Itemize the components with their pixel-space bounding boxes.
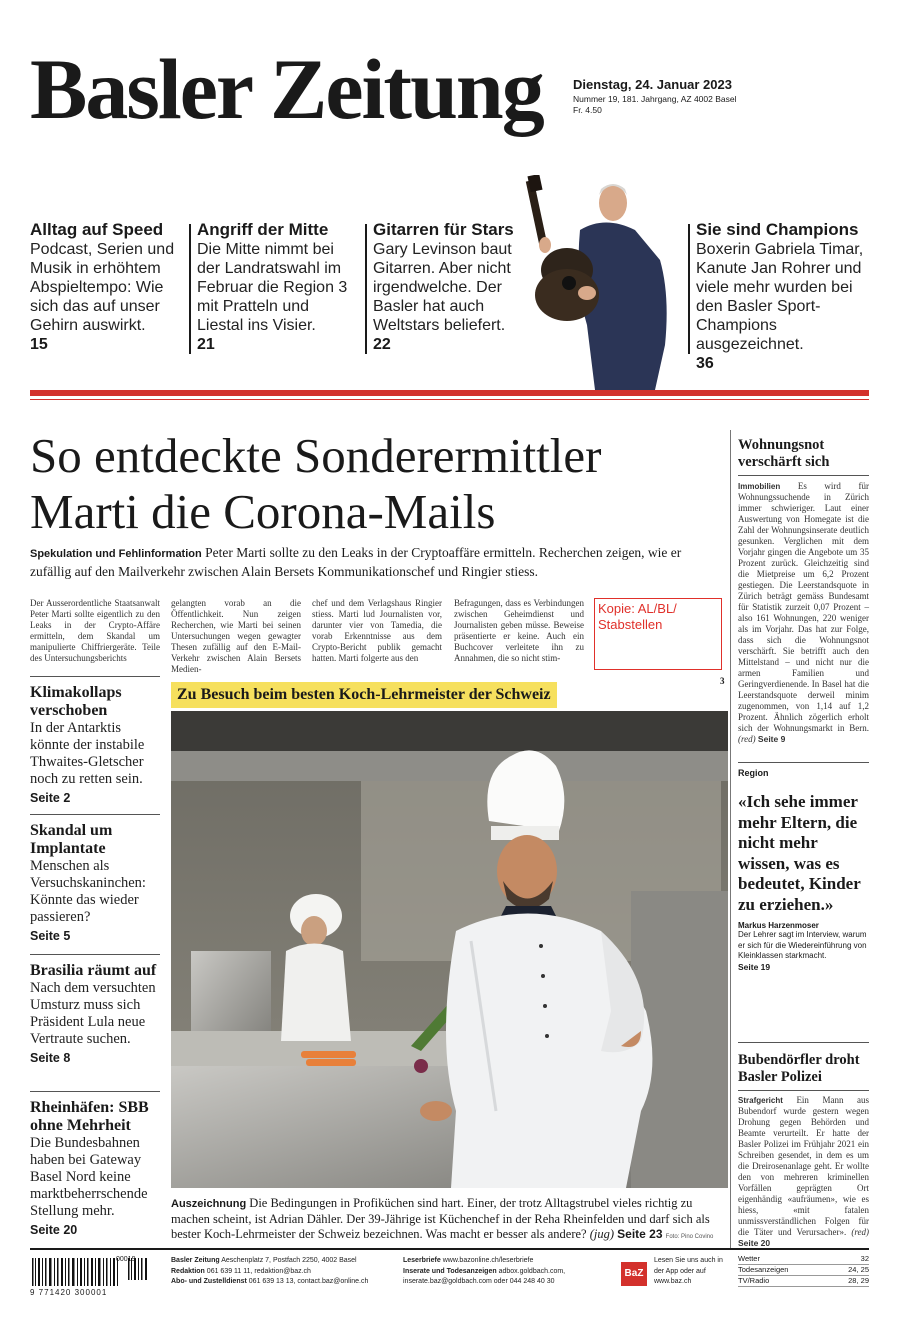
brief-text: In der Antarktis könnte der instabile Thwaites-Gletscher noch zu retten sein. [30,720,145,787]
index-page: 32 [860,1254,869,1263]
police-story[interactable] [738,1052,869,1249]
copy-stamp: Kopie: AL/BL/ Stabstellen [594,598,722,670]
housing-page: Seite 9 [757,734,786,744]
page-index [738,1254,869,1287]
teaser-text: Boxerin Gabriela Timar, Kanute Jan Rohrer und viele mehr wurden bei den Basler Sport-Champions ausgezeichnet. [696,241,864,353]
footer-rule [30,1248,869,1250]
redaktion-label: Redaktion [171,1267,205,1275]
brief-text: Die Bundesbahnen haben bei Gateway Basel Nord keine marktbeherrschende Stellung mehr. [30,1135,148,1219]
index-row[interactable] [738,1276,869,1287]
index-row[interactable] [738,1254,869,1265]
brief-page: Seite 20 [30,1223,78,1237]
teaser-gitarren[interactable] [373,220,523,355]
section-divider-thin [30,399,869,400]
photo-credit: Foto: Pino Covino [665,1234,714,1240]
index-label: Wetter [738,1254,760,1263]
housing-author: (red) [738,734,756,744]
abo-label: Abo- und Zustelldienst [171,1278,247,1285]
teaser-title: Sie sind Champions [696,220,859,239]
lead-deck [30,544,720,580]
address-label: Basler Zeitung [171,1257,220,1264]
photo-caption [171,1196,728,1245]
inserate[interactable]: adbox.goldbach.com, inserate.baz@goldbach.com oder 044 248 40 30 [403,1267,566,1285]
teaser-title: Alltag auf Speed [30,220,164,239]
police-text: Ein Mann aus Bubendorf wurde gestern wegen Drohung gegen Behörden und Beamte verurteilt. Er hatte der Basler Polizei im Frühjahr 2021 ein Schreiben gesendet, in dem es um die Dreirosenanlage geht. Er wollte den von mehreren kriminellen Vorfällen geprägten Ort eigenhändig «aufräumen», wie es hiess, «mit fatalen unmissverständlichen Folgen für die Täter und Verursacher». [738,1095,869,1237]
police-title: Bubendörfler droht Basler Polizei [738,1052,860,1085]
index-row[interactable] [738,1265,869,1276]
region-section[interactable] [738,768,869,972]
lead-page-ref: 3 [720,676,725,686]
teaser-alltag[interactable] [30,220,180,355]
quote-author: Markus Harzenmoser [738,921,819,930]
caption-page: Seite 23 [617,1227,663,1241]
leserbriefe-label: Leserbriefe [403,1257,441,1264]
masthead-title: Basler Zeitung [30,41,543,137]
brief-brasilia[interactable] [30,962,160,1066]
headline-line: So entdeckte Sonderermittler [30,428,602,483]
police-body [738,1095,869,1249]
teaser-text: Die Mitte nimmt bei der Landratswahl im Februar die Region 3 mit Pratteln und Liestal ins Visier. [197,241,348,334]
lead-column-1: Der Ausserordentliche Staatsanwalt Peter Marti sollte eigentlich zu den Leaks in der Crypto-Affäre ermitteln, dem Skandal um manipulierte Chiffriergeräte. Teile des Untersuchungsberichts [30,598,160,663]
headline-line: Marti die Corona-Mails [30,484,496,539]
brief-title: Skandal um Implantate [30,822,113,857]
police-author: (red) [851,1227,869,1237]
deck-text: Peter Marti sollte zu den Leaks in der Cryptoaffäre ermitteln. Recherchen zeigen, wie er zufällig auf den Mailverkehr zwischen Alain Bersets Kommunikationschef und Ringier stiess. [30,545,682,579]
police-kicker: Strafgericht [738,1096,783,1105]
caption-author: (jug) [589,1227,615,1241]
brief-text: Nach dem versuchten Umsturz muss sich Präsident Lula neue Vertraute suchen. [30,980,156,1047]
brief-divider [30,1091,160,1092]
teaser-page: 22 [373,336,391,353]
column-divider [688,224,690,354]
address: Aeschenplatz 7, Postfach 2250, 4002 Basel [221,1257,357,1264]
issue-date: Dienstag, 24. Januar 2023 [573,77,732,92]
story-divider [738,1042,869,1043]
quote-page: Seite 19 [738,961,771,972]
app-text[interactable]: Lesen Sie uns auch in der App oder auf www.baz.ch [654,1257,723,1285]
teaser-title: Angriff der Mitte [197,220,329,239]
brief-title: Klimakollaps verschoben [30,684,122,719]
caption-text: Die Bedingungen in Profiküchen sind hart. Einer, der trotz Alltagstrubel vieles richtig zu machen scheint, ist Adrian Dähler. Der 39-Jährige ist Küchenchef in der Reha Rheinfelden und darf sich als bester Koch-Lehrmeister der Schweiz bezeichnen. Was macht er besser als andere? [171,1196,710,1241]
teaser-title: Gitarren für Stars [373,220,514,239]
story-divider [738,762,869,763]
police-page: Seite 20 [738,1238,771,1248]
issue-price: Fr. 4.50 [573,105,602,115]
housing-kicker: Immobilien [738,482,781,491]
index-page: 24, 25 [848,1265,869,1274]
inserate-label: Inserate und Todesanzeigen [403,1267,497,1275]
column-divider [189,224,191,354]
housing-text: Es wird für Wohnungssuchende in Zürich immer schwieriger. Laut einer Auswertung von Homegate ist die Zahl der Wohnungsinserate deutlich gesunken. Verglichen mit dem Vorjahr gingen die Angebote um 35 Prozent zurück. Gleichzeitig sind die Mietpreise um 6,2 Prozent gestiegen. Die Leerstandsquote in Zürich beträgt gemäss Bundesamt für Statistik zurzeit 0,07 Prozent – also 161 Wohnungen, 220 weniger als im Vorjahr. Das hat zur Folge, dass sich die Wohnungsnot verschärft. Sie betrifft auch den Mittelstand – und nicht nur die armen Familien und Geringverdienende. In Basel hat die Leerstandsquote derweil minim zugenommen, von 1,14 auf 1,2 Prozent. Ähnlich zögerlich erholt sich der Wohnungsmarkt in Bern. [738,481,869,733]
teaser-text: Gary Levinson baut Gitarren. Aber nicht irgendwelche. Der Basler hat auch Weltstars beliefert. [373,241,512,334]
guitar-maker-photo [525,175,685,390]
footer-letters [403,1256,608,1288]
brief-divider [30,676,160,677]
lead-column-4: Befragungen, dass es Verbindungen zwischen Geheimdienst und Journalisten geben müsse. Beweise präsentierte er keine. Auch ein Buchcover verleitete ihn zu Annahmen, die so nicht stim- [454,598,584,663]
housing-title: Wohnungsnot verschärft sich [738,437,830,470]
section-divider [30,390,869,396]
lead-headline[interactable] [30,428,730,540]
teaser-page: 36 [696,355,714,372]
region-quote: «Ich sehe immer mehr Eltern, die nicht mehr wissen, was es bedeutet, Kinder zu erziehen.» [738,792,861,914]
abo[interactable]: 061 639 13 13, contact.baz@online.ch [248,1278,369,1285]
right-column-rule [730,430,731,1250]
housing-body [738,481,869,745]
lead-column-2: gelangten vorab an die Öffentlichkeit. Nun zeigen Recherchen, wie Marti bei seinen Untersuchungen wegen gewagter Thesen zufällig auf den E-Mail-Verkehr zwischen Alain Bersets Medien- [171,598,301,674]
baz-logo: BaZ [621,1262,647,1286]
region-label: Region [738,768,769,778]
brief-title: Rheinhäfen: SBB ohne Mehrheit [30,1099,149,1134]
brief-divider [30,954,160,955]
brief-rheinhaefen[interactable] [30,1099,160,1238]
brief-klimakollaps[interactable] [30,684,160,806]
brief-page: Seite 2 [30,791,71,805]
index-label: TV/Radio [738,1276,770,1285]
housing-story[interactable] [738,437,869,745]
teaser-champions[interactable] [696,220,871,374]
brief-text: Menschen als Versuchskaninchen: Könnte das wieder passieren? [30,858,146,925]
lead-column-3: chef und dem Verlagshaus Ringier stiess. Marti lud Journalisten vor, darunter vier von Tamedia, die vorab Erkenntnisse aus dem Crypto-Bericht publik gemacht hatten. Marti folgerte aus den [312,598,442,663]
teaser-page: 15 [30,336,48,353]
brief-page: Seite 8 [30,1051,71,1065]
barcode-number: 9 771420 300001 [30,1288,108,1297]
brief-title: Brasilia räumt auf [30,962,157,979]
teaser-page: 21 [197,336,215,353]
leserbriefe-link[interactable]: www.bazonline.ch/leserbriefe [442,1257,534,1264]
caption-kicker: Auszeichnung [171,1198,247,1210]
story-divider [738,1090,869,1091]
issue-number: Nummer 19, 181. Jahrgang, AZ 4002 Basel [573,94,737,104]
index-label: Todesanzeigen [738,1265,789,1274]
teaser-text: Podcast, Serien und Musik in erhöhtem Abspieltempo: Wie sich das auf unser Gehirn auswirkt. [30,241,175,334]
brief-implantate[interactable] [30,822,160,944]
column-divider [365,224,367,354]
brief-page: Seite 5 [30,929,71,943]
quote-text: Der Lehrer sagt im Interview, warum er sich für die Wiedereinführung von Kleinklassen starkmacht. [738,930,867,960]
brief-divider [30,814,160,815]
teaser-mitte[interactable] [197,220,357,355]
photo-kicker[interactable]: Zu Besuch beim besten Koch-Lehrmeister der Schweiz [171,682,557,708]
footer-contact [171,1256,391,1288]
chef-photo [171,711,728,1188]
barcode-issue: 00019 [116,1256,136,1263]
issue-meta [573,94,773,116]
story-divider [738,475,869,476]
index-page: 28, 29 [848,1276,869,1285]
deck-kicker: Spekulation und Fehlinformation [30,548,202,560]
redaktion[interactable]: 061 639 11 11, redaktion@baz.ch [206,1267,311,1275]
